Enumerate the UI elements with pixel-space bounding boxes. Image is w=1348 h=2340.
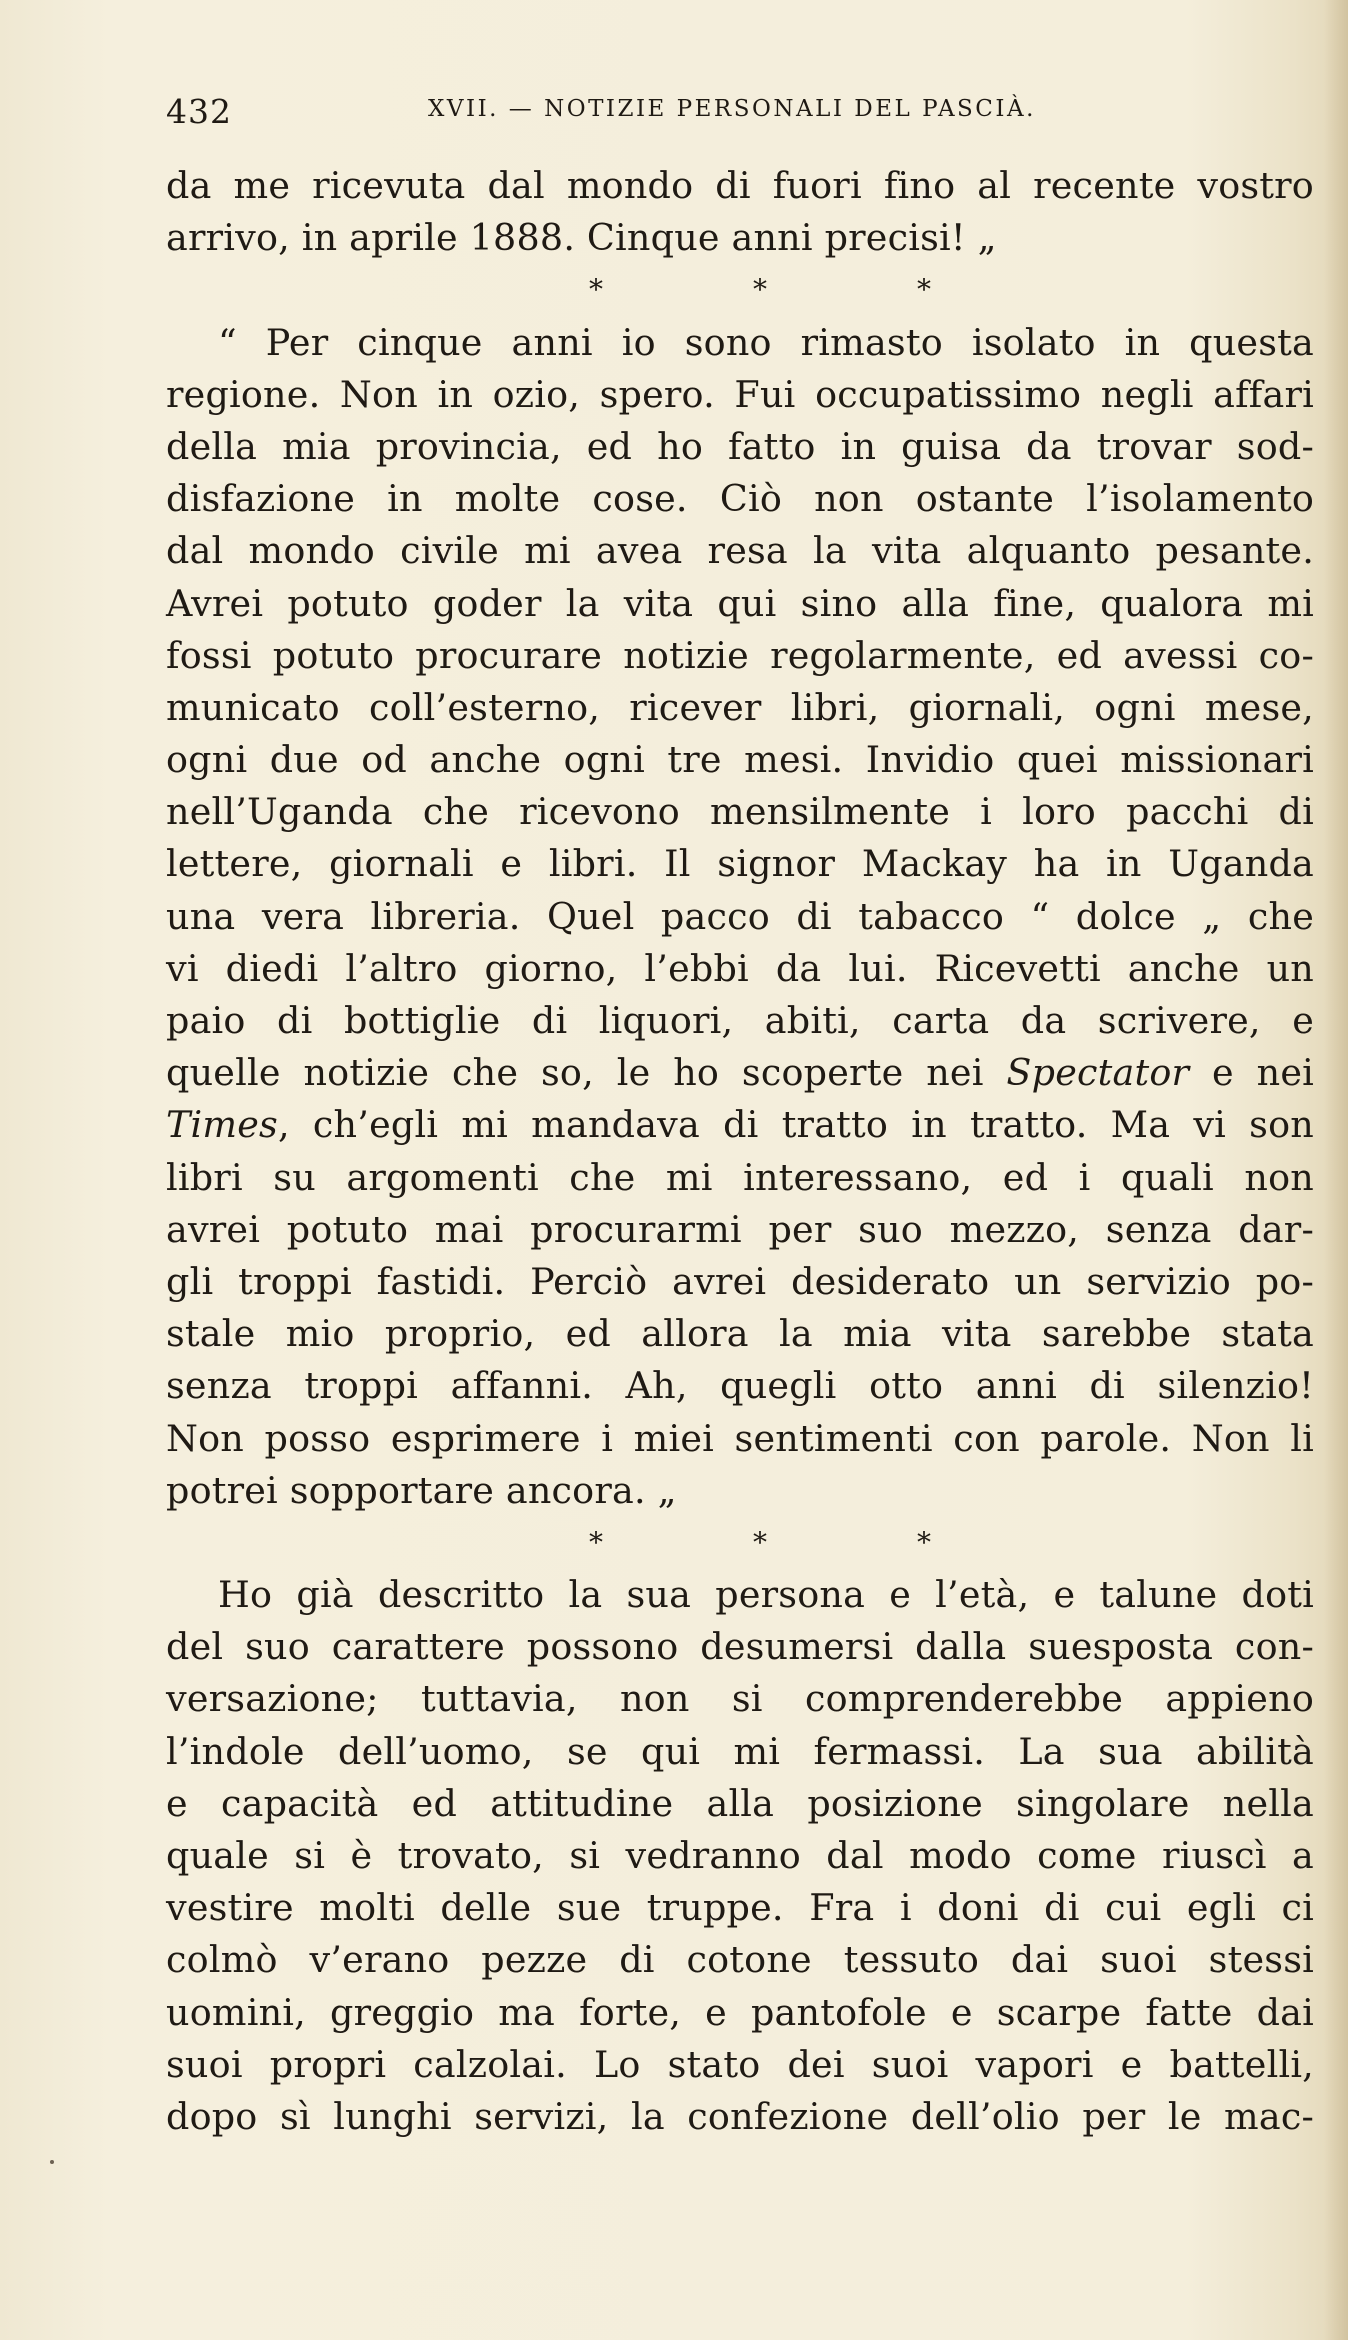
text-line: stale mio proprio, ed allora la mia vita sarebbe stata — [166, 1312, 1314, 1356]
section-separator — [166, 1517, 1314, 1569]
text-line: regione. Non in ozio, spero. Fui occupatissimo negli affari — [166, 372, 1314, 416]
text-line: potrei sopportare ancora. „ — [166, 1468, 677, 1512]
text-line-with-title — [166, 1099, 1314, 1151]
text-line: uomini, greggio ma forte, e pantofole e scarpe fatte dai — [166, 1990, 1314, 2034]
text-line: della mia provincia, ed ho fatto in guisa da trovar sod- — [166, 424, 1314, 468]
separator-star: * — [589, 273, 603, 307]
running-head: XVII. — NOTIZIE PERSONALI DEL PASCIÀ. — [428, 96, 1036, 122]
text-line: dal mondo civile mi avea resa la vita alquanto pesante. — [166, 529, 1314, 573]
text-line: una vera libreria. Quel pacco di tabacco “ dolce „ che — [166, 894, 1314, 938]
separator-star: * — [917, 1525, 931, 1559]
text-line: Non posso esprimere i miei sentimenti con parole. Non li — [166, 1416, 1314, 1460]
periodical-title-times: Times — [166, 1103, 278, 1147]
text-line: paio di bottiglie di liquori, abiti, carta da scrivere, e — [166, 999, 1314, 1042]
text-line: vi diedi l’altro giorno, l’ebbi da lui. Ricevetti anche un — [166, 946, 1314, 990]
text-line: dopo sì lunghi servizi, la confezione dell’olio per le mac- — [166, 2094, 1314, 2138]
separator-star: * — [917, 273, 931, 307]
text-line: versazione; tuttavia, non si comprenderebbe appieno — [166, 1677, 1314, 1721]
separator-star: * — [753, 273, 767, 307]
text-line: arrivo, in aprile 1888. Cinque anni precisi! „ — [166, 216, 997, 260]
text-line: fossi potuto procurare notizie regolarmente, ed avessi co- — [166, 633, 1314, 677]
text-line: ogni due od anche ogni tre mesi. Invidio quei missionari — [166, 738, 1314, 782]
text-line: colmò v’erano pezze di cotone tessuto dai suoi stessi — [166, 1938, 1314, 1982]
separator-star: * — [589, 1525, 603, 1559]
page-number: 432 — [166, 92, 232, 131]
text-segment: quelle notizie che so, le ho scoperte nei — [166, 1051, 1007, 1095]
text-segment: , ch’egli mi mandava di tratto in tratto. Ma vi son — [277, 1103, 1314, 1147]
text-line: nell’Uganda che ricevono mensilmente i loro pacchi di — [166, 790, 1314, 834]
text-line: municato coll’esterno, ricever libri, giornali, ogni mese, — [166, 685, 1314, 729]
text-line: gli troppi fastidi. Perciò avrei desiderato un servizio po- — [166, 1259, 1314, 1303]
text-line: senza troppi affanni. Ah, quegli otto anni di silenzio! — [166, 1364, 1314, 1408]
text-line-with-title — [166, 1047, 1314, 1099]
periodical-title-spectator: Spectator — [1006, 1051, 1190, 1095]
text-line: Ho già descritto la sua persona e l’età, e talune doti — [218, 1573, 1314, 1617]
text-line: avrei potuto mai procurarmi per suo mezzo, senza dar- — [166, 1207, 1314, 1251]
text-line: vestire molti delle sue truppe. Fra i doni di cui egli ci — [166, 1886, 1314, 1930]
text-line: e capacità ed attitudine alla posizione singolare nella — [166, 1781, 1314, 1825]
page-edge-shadow — [1324, 0, 1348, 2340]
text-line: Avrei potuto goder la vita qui sino alla fine, qualora mi — [166, 581, 1314, 625]
page-header — [166, 86, 1306, 136]
text-line: l’indole dell’uomo, se qui mi fermassi. La sua abilità — [166, 1729, 1314, 1773]
text-line: suoi propri calzolai. Lo stato dei suoi vapori e battelli, — [166, 2042, 1314, 2086]
margin-mark — [50, 2160, 54, 2164]
text-line: lettere, giornali e libri. Il signor Mackay ha in Uganda — [166, 842, 1314, 886]
text-line: libri su argomenti che mi interessano, ed i quali non — [166, 1155, 1314, 1199]
body-text — [166, 160, 1314, 2143]
section-separator — [166, 264, 1314, 316]
text-line: del suo carattere possono desumersi dalla suesposta con- — [166, 1625, 1314, 1669]
text-line: “ Per cinque anni io sono rimasto isolato in questa — [218, 320, 1314, 364]
text-line: quale si è trovato, si vedranno dal modo come riuscì a — [166, 1834, 1314, 1877]
text-line: disfazione in molte cose. Ciò non ostante l’isolamento — [166, 477, 1314, 521]
separator-star: * — [753, 1525, 767, 1559]
text-line: da me ricevuta dal mondo di fuori fino al recente vostro — [166, 164, 1314, 207]
text-segment: e nei — [1189, 1051, 1314, 1095]
